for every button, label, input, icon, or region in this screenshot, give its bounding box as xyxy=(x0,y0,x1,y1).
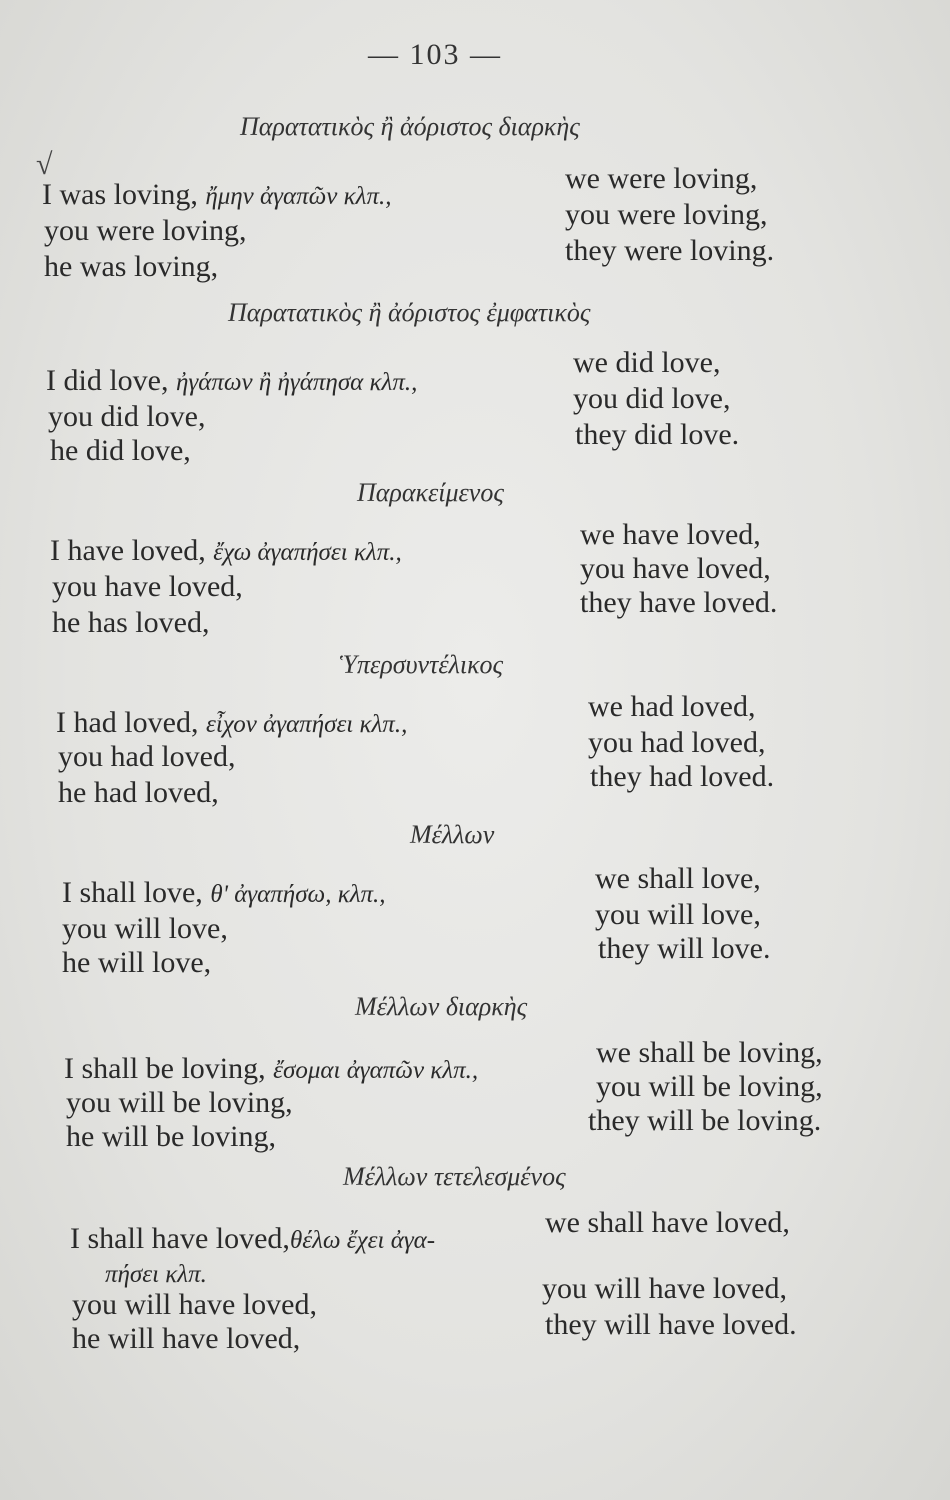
right-line: they had loved. xyxy=(590,760,775,793)
left-line: you were loving, xyxy=(44,214,247,247)
right-line: they will love. xyxy=(598,932,771,965)
right-line: we were loving, xyxy=(565,162,758,195)
left-line: you did love, xyxy=(48,400,206,433)
right-line: we had loved, xyxy=(588,690,756,723)
left-line: he did love, xyxy=(50,434,191,467)
section-heading: Παρατατικὸς ἢ ἀόριστος διαρκὴς xyxy=(240,112,580,141)
right-line: you had loved, xyxy=(588,726,766,759)
right-line: we shall love, xyxy=(595,862,761,895)
left-line: you had loved, xyxy=(58,740,236,773)
left-line: I did love, ἠγάπων ἢ ἠγάπησα κλπ., xyxy=(46,364,418,397)
right-line: they did love. xyxy=(575,418,740,451)
section-heading: Παρακείμενος xyxy=(357,478,504,507)
page-number: — 103 — xyxy=(368,38,502,71)
right-line: they have loved. xyxy=(580,586,778,619)
right-line: we have loved, xyxy=(580,518,761,551)
left-line: he had loved, xyxy=(58,776,219,809)
section-heading: Μέλλων διαρκὴς xyxy=(355,992,528,1021)
left-line-continuation: πήσει κλπ. xyxy=(105,1261,207,1288)
left-line: I have loved, ἔχω ἀγαπήσει κλπ., xyxy=(50,534,402,567)
right-line: we shall have loved, xyxy=(545,1206,790,1239)
right-line: you will love, xyxy=(595,898,761,931)
left-line: he has loved, xyxy=(52,606,210,639)
left-line: I shall love, θ' ἀγαπήσω, κλπ., xyxy=(62,876,386,909)
left-line: you will love, xyxy=(62,912,228,945)
section-heading: Μέλλων τετελεσμένος xyxy=(343,1162,566,1191)
right-line: they will be loving. xyxy=(588,1104,822,1137)
margin-check-mark: √ xyxy=(36,148,53,181)
right-line: we did love, xyxy=(573,346,721,379)
section-heading: Μέλλων xyxy=(410,820,495,849)
left-line: I shall have loved,θέλω ἔχει ἀγα- xyxy=(70,1222,436,1255)
right-line: you were loving, xyxy=(565,198,768,231)
right-line: you have loved, xyxy=(580,552,771,585)
right-line: they will have loved. xyxy=(545,1308,797,1341)
left-line: he will have loved, xyxy=(72,1322,301,1355)
left-line: I was loving, ἤμην ἀγαπῶν κλπ., xyxy=(42,178,392,211)
right-line: you will have loved, xyxy=(542,1272,787,1305)
right-line: they were loving. xyxy=(565,234,775,267)
section-heading: Ὑπερσυντέλικος xyxy=(340,650,504,679)
left-line: he will love, xyxy=(62,946,212,979)
left-line: you will have loved, xyxy=(72,1288,317,1321)
right-line: you will be loving, xyxy=(596,1070,823,1103)
left-line: I shall be loving, ἔσομαι ἀγαπῶν κλπ., xyxy=(64,1052,479,1085)
section-heading: Παρατατικὸς ἢ ἀόριστος ἐμφατικὸς xyxy=(228,298,591,327)
right-line: you did love, xyxy=(573,382,731,415)
left-line: I had loved, εἶχον ἀγαπήσει κλπ., xyxy=(56,706,408,739)
left-line: you will be loving, xyxy=(66,1086,293,1119)
left-line: he will be loving, xyxy=(66,1120,276,1153)
right-line: we shall be loving, xyxy=(596,1036,823,1069)
left-line: you have loved, xyxy=(52,570,243,603)
left-line: he was loving, xyxy=(44,250,219,283)
